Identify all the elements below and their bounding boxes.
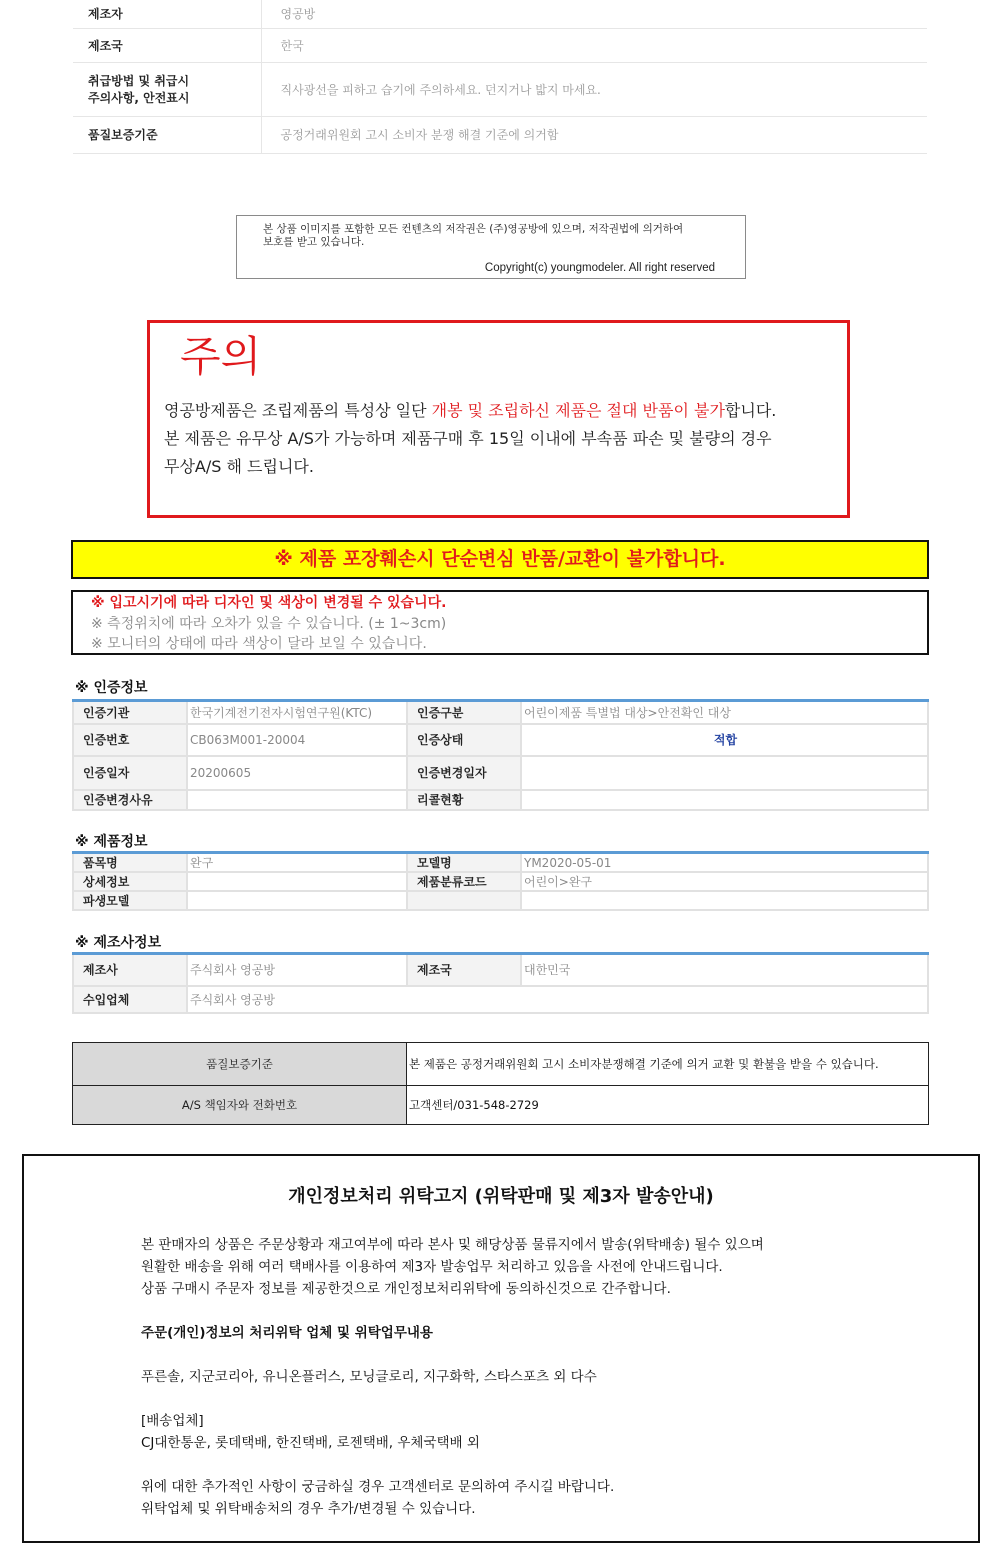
product-label bbox=[407, 891, 521, 910]
copyright-box bbox=[236, 215, 746, 279]
spacer bbox=[141, 1300, 764, 1322]
manufacturer-value: 주식회사 영공방 bbox=[187, 954, 407, 986]
warranty-value: 본 제품은 공정거래위원회 고시 소비자분쟁해결 기준에 의거 교환 및 환불을 받을 수 있습니다. bbox=[407, 1043, 929, 1086]
cert-value bbox=[187, 790, 407, 810]
cert-label: 인증일자 bbox=[73, 756, 187, 790]
value-manufacturer: 영공방 bbox=[261, 0, 927, 28]
value-handling: 직사광선을 피하고 습기에 주의하세요. 던지거나 밟지 마세요. bbox=[261, 62, 927, 116]
caution-line1-end: 합니다. bbox=[724, 401, 777, 420]
notes-box bbox=[71, 590, 929, 655]
caution-title: 주의 bbox=[180, 332, 262, 381]
country-value: 대한민국 bbox=[521, 954, 928, 986]
table-row bbox=[73, 1043, 929, 1086]
table-row bbox=[73, 756, 928, 790]
copyright-notice: Copyright(c) youngmodeler. All right reserved bbox=[484, 262, 715, 274]
cert-label: 인증변경일자 bbox=[407, 756, 521, 790]
copyright-text-line1b: 보호를 받고 있습니다. bbox=[263, 236, 365, 248]
note-measurement: ※ 측정위치에 따라 오차가 있을 수 있습니다. (± 1~3cm) bbox=[91, 615, 447, 632]
privacy-intro-line: 상품 구매시 주문자 정보를 제공한것으로 개인정보처리위탁에 동의하신것으로 간주합니다. bbox=[141, 1281, 671, 1297]
product-label: 품목명 bbox=[73, 853, 187, 873]
privacy-intro-line: 원활한 배송을 위해 여러 택배사를 이용하여 제3자 발송업무 처리하고 있음을 사전에 안내드립니다. bbox=[141, 1259, 723, 1275]
cert-label: 리콜현황 bbox=[407, 790, 521, 810]
note-design-change: ※ 입고시기에 따라 디자인 및 색상이 변경될 수 있습니다. bbox=[91, 595, 447, 611]
table-row bbox=[73, 724, 928, 756]
cert-status-badge: 적합 bbox=[521, 724, 928, 756]
manufacturer-label: 제조사 bbox=[73, 954, 187, 986]
product-label: 상세정보 bbox=[73, 872, 187, 891]
warranty-table bbox=[72, 1042, 929, 1125]
privacy-closing-line: 위에 대한 추가적인 사항이 궁금하실 경우 고객센터로 문의하여 주시길 바랍니다. bbox=[141, 1479, 615, 1495]
spacer bbox=[141, 1388, 764, 1410]
table-row bbox=[73, 701, 928, 724]
product-value: 어린이>완구 bbox=[521, 872, 928, 891]
country-label: 제조국 bbox=[407, 954, 521, 986]
cert-value: CB063M001-20004 bbox=[187, 724, 407, 756]
product-value: 완구 bbox=[187, 853, 407, 873]
caution-line2: 본 제품은 유무상 A/S가 가능하며 제품구매 후 15일 이내에 부속품 파손 및 불량의 경우 bbox=[164, 429, 772, 448]
table-row bbox=[73, 872, 928, 891]
certification-title: ※ 인증정보 bbox=[75, 680, 148, 696]
certification-table bbox=[72, 699, 929, 811]
manufacturer-info-table bbox=[72, 952, 929, 1014]
privacy-subheading: 주문(개인)정보의 처리위탁 업체 및 위탁업무내용 bbox=[141, 1325, 433, 1341]
table-row bbox=[73, 954, 928, 986]
cert-label: 인증변경사유 bbox=[73, 790, 187, 810]
cert-label: 인증상태 bbox=[407, 724, 521, 756]
warranty-label: 품질보증기준 bbox=[73, 1043, 407, 1086]
product-value: YM2020-05-01 bbox=[521, 853, 928, 873]
label-manufacturer: 제조자 bbox=[73, 0, 261, 28]
product-notice-table bbox=[73, 0, 927, 154]
product-info-table bbox=[72, 851, 929, 911]
caution-highlight: 개봉 및 조립하신 제품은 절대 반품이 불가 bbox=[431, 401, 725, 420]
cert-value bbox=[521, 756, 928, 790]
product-value bbox=[187, 872, 407, 891]
as-contact-label: A/S 책임자와 전화번호 bbox=[73, 1086, 407, 1125]
label-handling bbox=[73, 62, 261, 116]
table-row bbox=[73, 0, 927, 28]
table-row bbox=[73, 986, 928, 1013]
cert-value: 20200605 bbox=[187, 756, 407, 790]
cert-label: 인증번호 bbox=[73, 724, 187, 756]
copyright-text-line1: 본 상품 이미지를 포함한 모든 컨텐츠의 저작권은 (주)영공방에 있으며, 저작권법에 의거하여 bbox=[263, 223, 684, 235]
manufacturer-info-title: ※ 제조사정보 bbox=[75, 935, 162, 951]
privacy-notice-box bbox=[22, 1154, 980, 1543]
table-row bbox=[73, 853, 928, 873]
product-info-title: ※ 제품정보 bbox=[75, 834, 148, 850]
table-row bbox=[73, 116, 927, 153]
caution-box bbox=[147, 320, 850, 518]
product-label: 제품분류코드 bbox=[407, 872, 521, 891]
product-value bbox=[187, 891, 407, 910]
product-value bbox=[521, 891, 928, 910]
spacer bbox=[141, 1344, 764, 1366]
caution-line3: 무상A/S 해 드립니다. bbox=[164, 457, 314, 476]
table-row bbox=[73, 1086, 929, 1125]
cert-value: 어린이제품 특별법 대상>안전확인 대상 bbox=[521, 701, 928, 724]
spacer bbox=[141, 1454, 764, 1476]
product-label: 모델명 bbox=[407, 853, 521, 873]
cert-label: 인증기관 bbox=[73, 701, 187, 724]
label-warranty: 품질보증기준 bbox=[73, 116, 261, 153]
privacy-intro-line: 본 판매자의 상품은 주문상황과 재고여부에 따라 본사 및 해당상품 물류지에서 발송(위탁배송) 될수 있으며 bbox=[141, 1237, 764, 1253]
table-row bbox=[73, 28, 927, 62]
cert-label: 인증구분 bbox=[407, 701, 521, 724]
caution-body bbox=[164, 397, 847, 481]
value-country: 한국 bbox=[261, 28, 927, 62]
table-row bbox=[73, 62, 927, 116]
caution-line1-text: 영공방제품은 조립제품의 특성상 일단 bbox=[164, 401, 432, 420]
privacy-shipping-list: CJ대한통운, 롯데택배, 한진택배, 로젠택배, 우체국택배 외 bbox=[141, 1435, 480, 1451]
caution-line1 bbox=[164, 397, 847, 425]
label-country: 제조국 bbox=[73, 28, 261, 62]
product-label: 파생모델 bbox=[73, 891, 187, 910]
label-handling-line2: 주의사항, 안전표시 bbox=[88, 91, 190, 105]
privacy-closing-line: 위탁업체 및 위탁배송처의 경우 추가/변경될 수 있습니다. bbox=[141, 1501, 476, 1517]
privacy-title: 개인정보처리 위탁고지 (위탁판매 및 제3자 발송안내) bbox=[288, 1186, 714, 1207]
label-handling-line1: 취급방법 및 취급시 bbox=[88, 74, 190, 88]
as-contact-value: 고객센터/031-548-2729 bbox=[407, 1086, 929, 1125]
table-row bbox=[73, 790, 928, 810]
cert-value bbox=[521, 790, 928, 810]
privacy-body bbox=[141, 1234, 764, 1520]
value-warranty: 공정거래위원회 고시 소비자 분쟁 해결 기준에 의거함 bbox=[261, 116, 927, 153]
table-row bbox=[73, 891, 928, 910]
return-warning-banner: ※ 제품 포장훼손시 단순변심 반품/교환이 불가합니다. bbox=[71, 540, 929, 579]
importer-label: 수입업체 bbox=[73, 986, 187, 1013]
note-monitor-color: ※ 모니터의 상태에 따라 색상이 달라 보일 수 있습니다. bbox=[91, 636, 427, 652]
privacy-partners: 푸른솔, 지군코리아, 유니온플러스, 모닝글로리, 지구화학, 스타스포츠 외 다수 bbox=[141, 1369, 597, 1385]
cert-value: 한국기계전기전자시험연구원(KTC) bbox=[187, 701, 407, 724]
privacy-shipping-label: [배송업체] bbox=[141, 1413, 204, 1429]
importer-value: 주식회사 영공방 bbox=[187, 986, 928, 1013]
